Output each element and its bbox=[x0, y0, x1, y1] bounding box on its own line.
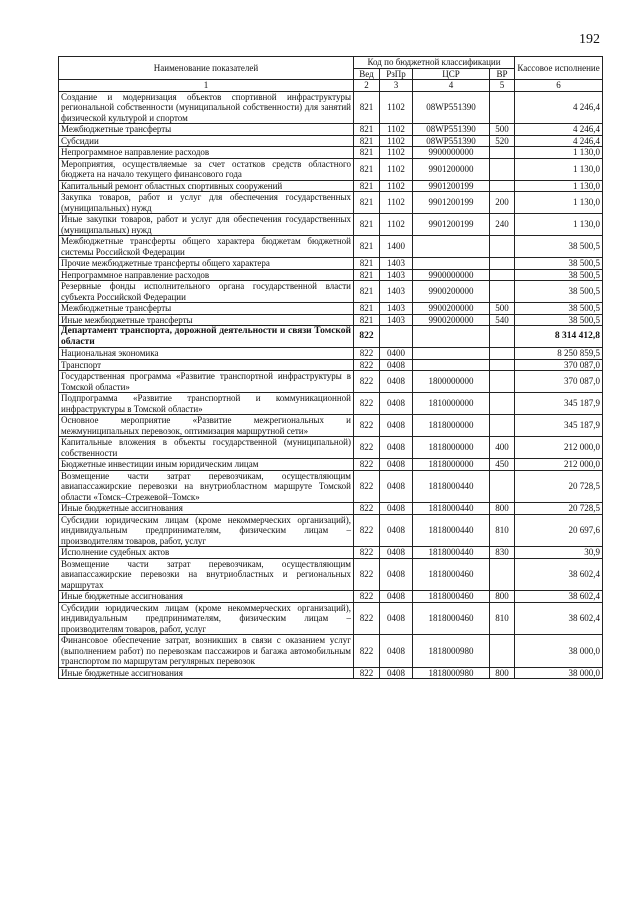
row-vr bbox=[490, 415, 515, 437]
table-body bbox=[59, 91, 603, 679]
row-csr: 1818000440 bbox=[413, 547, 490, 559]
row-name: Иные закупки товаров, работ и услуг для обеспечения государственных (муниципальных) нужд bbox=[59, 214, 354, 236]
row-rzpr bbox=[380, 326, 413, 348]
header-csr: ЦСР bbox=[413, 68, 490, 80]
row-rzpr: 1403 bbox=[380, 258, 413, 270]
row-sum: 38 500,5 bbox=[515, 269, 603, 281]
header-rzpr: РзПр bbox=[380, 68, 413, 80]
row-name: Создание и модернизация объектов спортивной инфраструктуры региональной собственности (муниципальной собственности) для занятий физической культурой и спортом bbox=[59, 91, 354, 124]
row-vr bbox=[490, 147, 515, 159]
row-vr: 800 bbox=[490, 667, 515, 679]
row-ved: 822 bbox=[354, 326, 380, 348]
header-index: 1 bbox=[59, 80, 354, 92]
row-sum: 4 246,4 bbox=[515, 124, 603, 136]
row-csr: 1818000980 bbox=[413, 667, 490, 679]
row-ved: 821 bbox=[354, 192, 380, 214]
row-sum: 1 130,0 bbox=[515, 158, 603, 180]
row-sum: 20 728,5 bbox=[515, 470, 603, 503]
row-rzpr: 0408 bbox=[380, 437, 413, 459]
row-rzpr: 0408 bbox=[380, 371, 413, 393]
row-name: Межбюджетные трансферты bbox=[59, 303, 354, 315]
table-row bbox=[59, 667, 603, 679]
table-row bbox=[59, 236, 603, 258]
table-row bbox=[59, 547, 603, 559]
table-row bbox=[59, 180, 603, 192]
row-vr bbox=[490, 258, 515, 270]
row-ved: 822 bbox=[354, 348, 380, 360]
row-name: Исполнение судебных актов bbox=[59, 547, 354, 559]
row-name: Бюджетные инвестиции иным юридическим лицам bbox=[59, 459, 354, 471]
row-rzpr: 1102 bbox=[380, 91, 413, 124]
row-csr: 9900200000 bbox=[413, 281, 490, 303]
table-row bbox=[59, 470, 603, 503]
row-ved: 822 bbox=[354, 459, 380, 471]
row-ved: 821 bbox=[354, 158, 380, 180]
row-ved: 822 bbox=[354, 359, 380, 371]
row-sum: 38 500,5 bbox=[515, 236, 603, 258]
table-row bbox=[59, 147, 603, 159]
row-csr: 9901200000 bbox=[413, 158, 490, 180]
row-ved: 822 bbox=[354, 415, 380, 437]
row-sum: 1 130,0 bbox=[515, 180, 603, 192]
row-csr: 08WP551390 bbox=[413, 91, 490, 124]
page-number: 192 bbox=[579, 32, 600, 47]
row-ved: 821 bbox=[354, 180, 380, 192]
row-sum: 20 728,5 bbox=[515, 503, 603, 515]
row-vr bbox=[490, 348, 515, 360]
row-rzpr: 0408 bbox=[380, 415, 413, 437]
row-vr: 830 bbox=[490, 547, 515, 559]
row-vr bbox=[490, 158, 515, 180]
table-row bbox=[59, 635, 603, 668]
header-index: 5 bbox=[490, 80, 515, 92]
row-csr: 9900000000 bbox=[413, 147, 490, 159]
row-sum: 38 500,5 bbox=[515, 281, 603, 303]
row-vr bbox=[490, 281, 515, 303]
row-ved: 822 bbox=[354, 514, 380, 547]
row-rzpr: 1102 bbox=[380, 147, 413, 159]
row-name: Подпрограмма «Развитие транспортной и коммуникационной инфраструктуры в Томской области» bbox=[59, 393, 354, 415]
row-vr: 450 bbox=[490, 459, 515, 471]
row-sum: 38 602,4 bbox=[515, 558, 603, 591]
row-name: Капитальные вложения в объекты государственной (муниципальной) собственности bbox=[59, 437, 354, 459]
table-row bbox=[59, 303, 603, 315]
row-vr: 500 bbox=[490, 303, 515, 315]
table-row bbox=[59, 326, 603, 348]
row-csr: 1818000000 bbox=[413, 437, 490, 459]
row-csr: 1810000000 bbox=[413, 393, 490, 415]
row-rzpr: 1400 bbox=[380, 236, 413, 258]
row-sum: 4 246,4 bbox=[515, 91, 603, 124]
row-rzpr: 1102 bbox=[380, 214, 413, 236]
row-csr: 9900000000 bbox=[413, 269, 490, 281]
table-row bbox=[59, 459, 603, 471]
row-vr: 800 bbox=[490, 503, 515, 515]
table-row bbox=[59, 591, 603, 603]
table-row bbox=[59, 359, 603, 371]
row-vr: 500 bbox=[490, 124, 515, 136]
row-csr: 1800000000 bbox=[413, 371, 490, 393]
row-csr: 1818000000 bbox=[413, 415, 490, 437]
header-index: 2 bbox=[354, 80, 380, 92]
budget-execution-table bbox=[58, 56, 603, 679]
row-rzpr: 0408 bbox=[380, 393, 413, 415]
row-csr: 9900200000 bbox=[413, 314, 490, 326]
row-rzpr: 1403 bbox=[380, 281, 413, 303]
row-name: Прочие межбюджетные трансферты общего характера bbox=[59, 258, 354, 270]
row-sum: 38 000,0 bbox=[515, 635, 603, 668]
table-row bbox=[59, 503, 603, 515]
table-row bbox=[59, 514, 603, 547]
row-name: Возмещение части затрат перевозчикам, осуществляющим авиапассажирские перевозки на внутриобластном маршруте Томской области «Томск–Стрежевой–Томск» bbox=[59, 470, 354, 503]
table-row bbox=[59, 124, 603, 136]
row-csr: 1818000460 bbox=[413, 558, 490, 591]
row-ved: 821 bbox=[354, 258, 380, 270]
row-csr: 9901200199 bbox=[413, 180, 490, 192]
row-ved: 821 bbox=[354, 135, 380, 147]
row-rzpr: 0408 bbox=[380, 459, 413, 471]
row-rzpr: 0408 bbox=[380, 359, 413, 371]
header-code-group: Код по бюджетной классификации bbox=[354, 57, 515, 69]
row-sum: 370 087,0 bbox=[515, 371, 603, 393]
row-csr bbox=[413, 236, 490, 258]
row-rzpr: 1403 bbox=[380, 269, 413, 281]
row-name: Закупка товаров, работ и услуг для обеспечения государственных (муниципальных) нужд bbox=[59, 192, 354, 214]
row-sum: 8 314 412,8 bbox=[515, 326, 603, 348]
row-ved: 821 bbox=[354, 281, 380, 303]
row-name: Резервные фонды исполнительного органа государственной власти субъекта Российской Федерации bbox=[59, 281, 354, 303]
row-csr bbox=[413, 348, 490, 360]
row-sum: 8 250 859,5 bbox=[515, 348, 603, 360]
row-rzpr: 1102 bbox=[380, 158, 413, 180]
row-vr bbox=[490, 359, 515, 371]
row-name: Иные бюджетные ассигнования bbox=[59, 667, 354, 679]
row-csr: 1818000460 bbox=[413, 602, 490, 635]
table-row bbox=[59, 348, 603, 360]
row-ved: 821 bbox=[354, 124, 380, 136]
row-name: Капитальный ремонт областных спортивных сооружений bbox=[59, 180, 354, 192]
row-sum: 38 602,4 bbox=[515, 591, 603, 603]
row-sum: 345 187,9 bbox=[515, 393, 603, 415]
row-vr: 520 bbox=[490, 135, 515, 147]
row-csr bbox=[413, 326, 490, 348]
row-name: Департамент транспорта, дорожной деятельности и связи Томской области bbox=[59, 326, 354, 348]
row-rzpr: 0408 bbox=[380, 635, 413, 668]
row-name: Иные межбюджетные трансферты bbox=[59, 314, 354, 326]
table-row bbox=[59, 214, 603, 236]
row-ved: 822 bbox=[354, 558, 380, 591]
row-rzpr: 0408 bbox=[380, 602, 413, 635]
row-name: Иные бюджетные ассигнования bbox=[59, 503, 354, 515]
row-sum: 1 130,0 bbox=[515, 147, 603, 159]
table-row bbox=[59, 91, 603, 124]
row-name: Субсидии юридическим лицам (кроме некоммерческих организаций), индивидуальным предпринимателям, физическим лицам – производителям товаров, работ, услуг bbox=[59, 514, 354, 547]
row-csr: 9900200000 bbox=[413, 303, 490, 315]
row-ved: 822 bbox=[354, 635, 380, 668]
row-csr: 9901200199 bbox=[413, 192, 490, 214]
row-rzpr: 1403 bbox=[380, 303, 413, 315]
row-name: Государственная программа «Развитие транспортной инфраструктуры в Томской области» bbox=[59, 371, 354, 393]
row-vr: 400 bbox=[490, 437, 515, 459]
row-vr bbox=[490, 91, 515, 124]
row-vr: 540 bbox=[490, 314, 515, 326]
row-sum: 38 500,5 bbox=[515, 258, 603, 270]
row-csr: 1818000440 bbox=[413, 470, 490, 503]
row-ved: 821 bbox=[354, 314, 380, 326]
table-row bbox=[59, 371, 603, 393]
row-name: Основное мероприятие «Развитие межрегиональных и межмуниципальных перевозок, оптимизация маршрутной сети» bbox=[59, 415, 354, 437]
table-row bbox=[59, 602, 603, 635]
table-row bbox=[59, 281, 603, 303]
row-sum: 38 602,4 bbox=[515, 602, 603, 635]
row-csr: 1818000980 bbox=[413, 635, 490, 668]
header-amount: Кассовое исполнение bbox=[515, 57, 603, 80]
row-vr bbox=[490, 236, 515, 258]
row-ved: 821 bbox=[354, 91, 380, 124]
row-sum: 20 697,6 bbox=[515, 514, 603, 547]
row-rzpr: 0408 bbox=[380, 503, 413, 515]
row-ved: 822 bbox=[354, 371, 380, 393]
row-rzpr: 0408 bbox=[380, 470, 413, 503]
row-rzpr: 1102 bbox=[380, 180, 413, 192]
row-vr: 240 bbox=[490, 214, 515, 236]
row-csr: 9901200199 bbox=[413, 214, 490, 236]
row-name: Непрограммное направление расходов bbox=[59, 147, 354, 159]
table-row bbox=[59, 269, 603, 281]
row-rzpr: 1102 bbox=[380, 124, 413, 136]
row-sum: 212 000,0 bbox=[515, 459, 603, 471]
row-vr: 200 bbox=[490, 192, 515, 214]
header-vr: ВР bbox=[490, 68, 515, 80]
row-vr bbox=[490, 393, 515, 415]
header-index: 6 bbox=[515, 80, 603, 92]
row-vr bbox=[490, 635, 515, 668]
row-name: Межбюджетные трансферты общего характера бюджетам бюджетной системы Российской Федерации bbox=[59, 236, 354, 258]
row-ved: 822 bbox=[354, 602, 380, 635]
table-row bbox=[59, 415, 603, 437]
table-row bbox=[59, 558, 603, 591]
row-name: Возмещение части затрат перевозчикам, осуществляющим авиапассажирские перевозки на внутриобластных и региональных маршрутах bbox=[59, 558, 354, 591]
table-row bbox=[59, 135, 603, 147]
row-vr: 800 bbox=[490, 591, 515, 603]
row-vr: 810 bbox=[490, 514, 515, 547]
row-ved: 821 bbox=[354, 269, 380, 281]
row-ved: 821 bbox=[354, 147, 380, 159]
row-sum: 38 500,5 bbox=[515, 314, 603, 326]
row-ved: 822 bbox=[354, 667, 380, 679]
row-name: Непрограммное направление расходов bbox=[59, 269, 354, 281]
table-row bbox=[59, 314, 603, 326]
row-sum: 38 500,5 bbox=[515, 303, 603, 315]
row-csr: 1818000440 bbox=[413, 503, 490, 515]
row-vr bbox=[490, 326, 515, 348]
row-vr bbox=[490, 558, 515, 591]
row-name: Национальная экономика bbox=[59, 348, 354, 360]
row-vr bbox=[490, 269, 515, 281]
row-rzpr: 0408 bbox=[380, 547, 413, 559]
row-rzpr: 1102 bbox=[380, 192, 413, 214]
row-rzpr: 0400 bbox=[380, 348, 413, 360]
header-index: 4 bbox=[413, 80, 490, 92]
row-csr: 1818000440 bbox=[413, 514, 490, 547]
row-name: Субсидии юридическим лицам (кроме некоммерческих организаций), индивидуальным предпринимателям, физическим лицам – производителям товаров, работ, услуг bbox=[59, 602, 354, 635]
header-name: Наименование показателей bbox=[59, 57, 354, 80]
row-ved: 822 bbox=[354, 393, 380, 415]
row-ved: 822 bbox=[354, 437, 380, 459]
row-sum: 1 130,0 bbox=[515, 192, 603, 214]
table-row bbox=[59, 258, 603, 270]
table-row bbox=[59, 158, 603, 180]
row-sum: 212 000,0 bbox=[515, 437, 603, 459]
table-row bbox=[59, 192, 603, 214]
row-rzpr: 1403 bbox=[380, 314, 413, 326]
row-csr bbox=[413, 359, 490, 371]
row-csr: 08WP551390 bbox=[413, 124, 490, 136]
header-ved: Вед bbox=[354, 68, 380, 80]
row-ved: 822 bbox=[354, 591, 380, 603]
header-index: 3 bbox=[380, 80, 413, 92]
row-ved: 821 bbox=[354, 303, 380, 315]
row-sum: 38 000,0 bbox=[515, 667, 603, 679]
row-ved: 821 bbox=[354, 236, 380, 258]
row-sum: 370 087,0 bbox=[515, 359, 603, 371]
row-sum: 1 130,0 bbox=[515, 214, 603, 236]
row-rzpr: 0408 bbox=[380, 591, 413, 603]
row-csr: 1818000460 bbox=[413, 591, 490, 603]
row-rzpr: 0408 bbox=[380, 558, 413, 591]
table-row bbox=[59, 437, 603, 459]
row-csr: 08WP551390 bbox=[413, 135, 490, 147]
row-vr: 810 bbox=[490, 602, 515, 635]
row-name: Мероприятия, осуществляемые за счет остатков средств областного бюджета на начало текущего финансового года bbox=[59, 158, 354, 180]
row-name: Иные бюджетные ассигнования bbox=[59, 591, 354, 603]
row-ved: 822 bbox=[354, 503, 380, 515]
row-ved: 822 bbox=[354, 470, 380, 503]
row-name: Транспорт bbox=[59, 359, 354, 371]
row-sum: 345 187,9 bbox=[515, 415, 603, 437]
row-vr bbox=[490, 470, 515, 503]
row-sum: 4 246,4 bbox=[515, 135, 603, 147]
row-csr: 1818000000 bbox=[413, 459, 490, 471]
row-sum: 30,9 bbox=[515, 547, 603, 559]
row-csr bbox=[413, 258, 490, 270]
row-name: Межбюджетные трансферты bbox=[59, 124, 354, 136]
row-rzpr: 0408 bbox=[380, 514, 413, 547]
row-vr bbox=[490, 180, 515, 192]
row-rzpr: 0408 bbox=[380, 667, 413, 679]
table-row bbox=[59, 393, 603, 415]
row-rzpr: 1102 bbox=[380, 135, 413, 147]
row-ved: 821 bbox=[354, 214, 380, 236]
row-vr bbox=[490, 371, 515, 393]
row-name: Финансовое обеспечение затрат, возникших в связи с оказанием услуг (выполнением работ) по перевозкам пассажиров и багажа автомобильным транспортом по маршрутам регулярных перевозок bbox=[59, 635, 354, 668]
row-ved: 822 bbox=[354, 547, 380, 559]
row-name: Субсидии bbox=[59, 135, 354, 147]
